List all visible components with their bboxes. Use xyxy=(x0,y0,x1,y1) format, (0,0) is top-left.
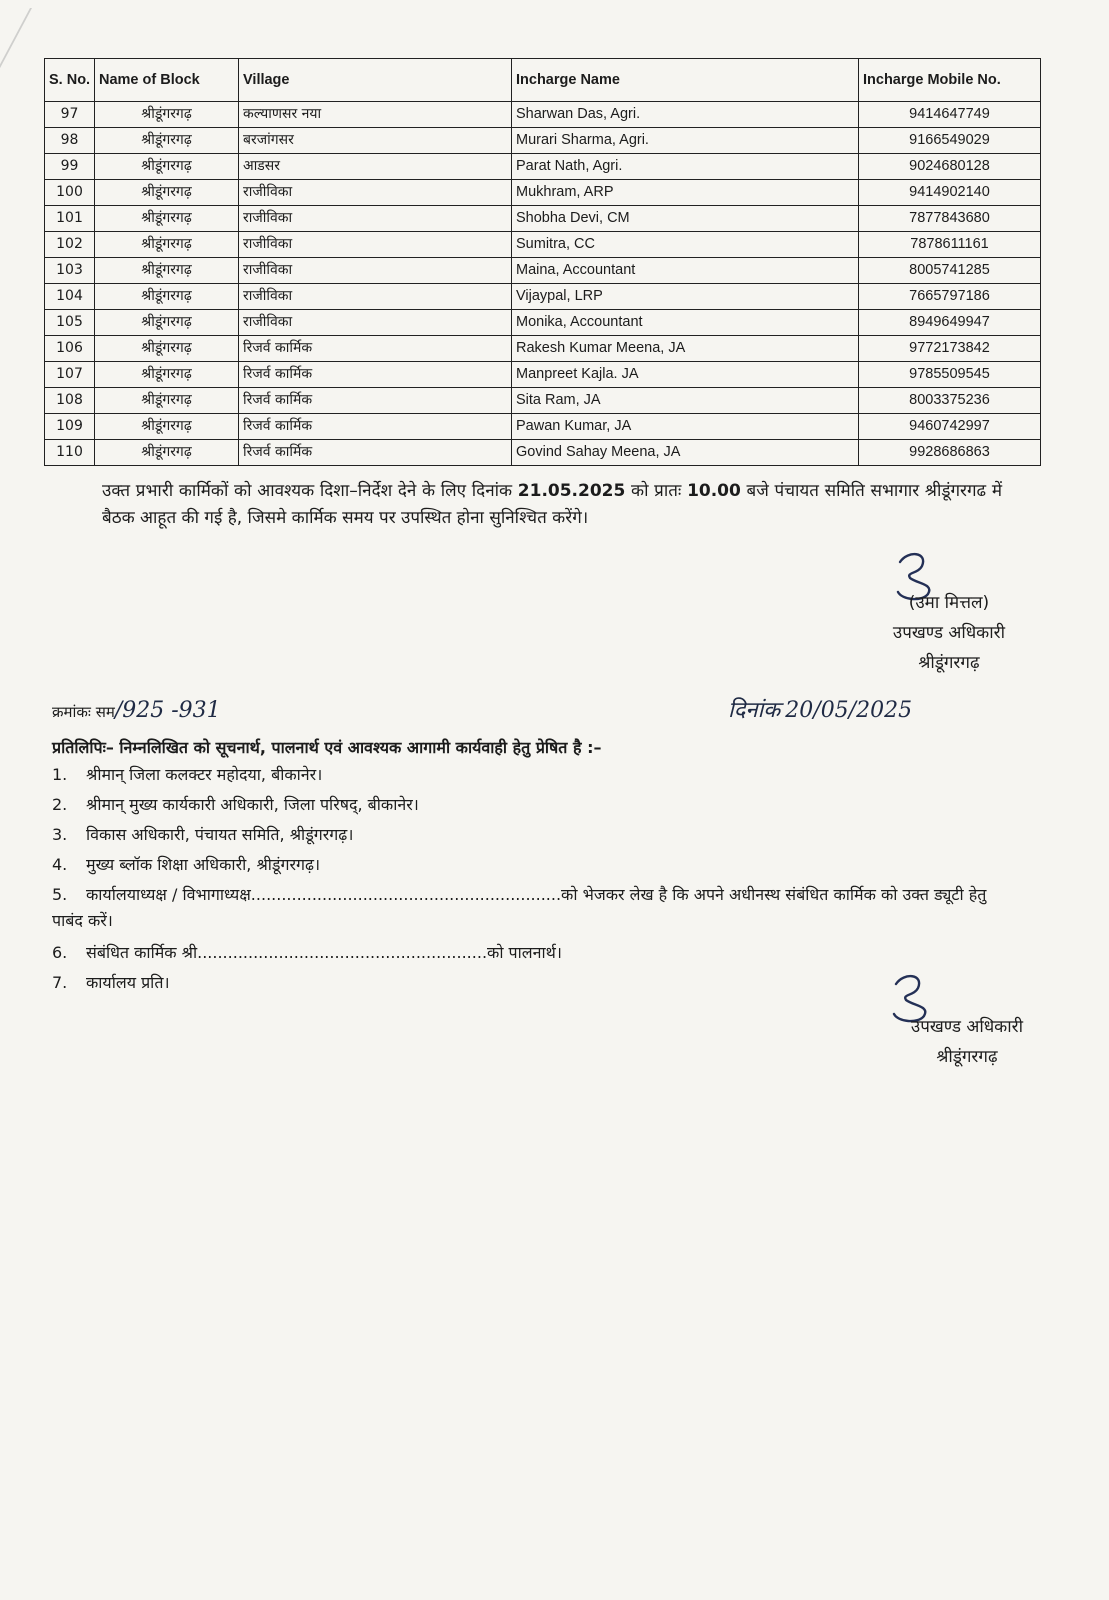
cell-block: श्रीडूंगरगढ़ xyxy=(95,310,239,336)
copy-to-item xyxy=(52,852,1012,882)
copy-to-item-number: 1. xyxy=(52,765,68,784)
cell-mobile: 9414902140 xyxy=(859,180,1041,206)
cell-block: श्रीडूंगरगढ़ xyxy=(95,180,239,206)
reference-number xyxy=(52,698,221,723)
signatory-1 xyxy=(893,588,1005,678)
cell-village: रिजर्व कार्मिक xyxy=(239,440,512,466)
cell-sno: 110 xyxy=(45,440,95,466)
copy-to-item-number: 6. xyxy=(52,943,68,962)
cell-incharge-name: Maina, Accountant xyxy=(512,258,859,284)
copy-to-item xyxy=(52,970,1012,1000)
cell-sno: 100 xyxy=(45,180,95,206)
cell-incharge-name: Mukhram, ARP xyxy=(512,180,859,206)
header-incharge-name: Incharge Name xyxy=(512,59,859,102)
signatory-1-name: (उमा मित्तल) xyxy=(908,593,990,613)
cell-sno: 99 xyxy=(45,154,95,180)
reference-label: क्रमांकः सम xyxy=(52,703,115,721)
cell-mobile: 9785509545 xyxy=(859,362,1041,388)
cell-incharge-name: Sumitra, CC xyxy=(512,232,859,258)
cell-block: श्रीडूंगरगढ़ xyxy=(95,232,239,258)
copy-to-item-number: 7. xyxy=(52,973,68,992)
cell-block: श्रीडूंगरगढ़ xyxy=(95,440,239,466)
cell-block: श्रीडूंगरगढ़ xyxy=(95,388,239,414)
copy-to-item-text: विकास अधिकारी, पंचायत समिति, श्रीडूंगरगढ़। xyxy=(86,825,354,844)
signatory-1-place: श्रीडूंगरगढ़ xyxy=(918,653,980,673)
table-row xyxy=(45,336,1041,362)
reference-date xyxy=(728,694,912,724)
cell-sno: 103 xyxy=(45,258,95,284)
cell-village: राजीविका xyxy=(239,180,512,206)
cell-incharge-name: Pawan Kumar, JA xyxy=(512,414,859,440)
cell-mobile: 9166549029 xyxy=(859,128,1041,154)
cell-mobile: 8005741285 xyxy=(859,258,1041,284)
cell-block: श्रीडूंगरगढ़ xyxy=(95,258,239,284)
cell-mobile: 9414647749 xyxy=(859,102,1041,128)
cell-village: रिजर्व कार्मिक xyxy=(239,414,512,440)
reference-handwritten-number: /925 -931 xyxy=(114,698,221,723)
signatory-2 xyxy=(911,1012,1023,1072)
cell-block: श्रीडूंगरगढ़ xyxy=(95,154,239,180)
cell-village: कल्याणसर नया xyxy=(239,102,512,128)
meeting-paragraph xyxy=(102,478,1002,532)
header-mobile: Incharge Mobile No. xyxy=(859,59,1041,102)
cell-mobile: 7877843680 xyxy=(859,206,1041,232)
signatory-2-designation: उपखण्ड अधिकारी xyxy=(910,1017,1023,1037)
copy-to-item-text: कार्यालय प्रति। xyxy=(86,973,170,992)
copy-to-item-text: मुख्य ब्लॉक शिक्षा अधिकारी, श्रीडूंगरगढ़। xyxy=(86,855,321,874)
cell-mobile: 9928686863 xyxy=(859,440,1041,466)
cell-village: राजीविका xyxy=(239,206,512,232)
cell-sno: 102 xyxy=(45,232,95,258)
table-row xyxy=(45,362,1041,388)
cell-incharge-name: Parat Nath, Agri. xyxy=(512,154,859,180)
cell-incharge-name: Murari Sharma, Agri. xyxy=(512,128,859,154)
para-time: 10.00 xyxy=(687,481,741,501)
cell-sno: 107 xyxy=(45,362,95,388)
cell-village: राजीविका xyxy=(239,232,512,258)
copy-to-item-text: श्रीमान् मुख्य कार्यकारी अधिकारी, जिला परिषद्, बीकानेर। xyxy=(86,795,419,814)
cell-incharge-name: Rakesh Kumar Meena, JA xyxy=(512,336,859,362)
header-village: Village xyxy=(239,59,512,102)
cell-incharge-name: Govind Sahay Meena, JA xyxy=(512,440,859,466)
cell-mobile: 9024680128 xyxy=(859,154,1041,180)
cell-incharge-name: Sita Ram, JA xyxy=(512,388,859,414)
cell-mobile: 9772173842 xyxy=(859,336,1041,362)
cell-block: श्रीडूंगरगढ़ xyxy=(95,336,239,362)
cell-sno: 98 xyxy=(45,128,95,154)
table-row xyxy=(45,232,1041,258)
cell-block: श्रीडूंगरगढ़ xyxy=(95,414,239,440)
para-part3: बजे पंचायत समिति सभागार श्रीडूंगरगढ में बैठक आहूत की गई है, जिसमे कार्मिक समय पर उपस्थित होना सुनिश्चित करेंगे। xyxy=(102,481,1002,528)
table-body xyxy=(45,102,1041,466)
copy-to-item-text: संबंधित कार्मिक श्री.........................................................को पालनार्थ। xyxy=(86,943,562,962)
table-row xyxy=(45,180,1041,206)
cell-village: रिजर्व कार्मिक xyxy=(239,388,512,414)
signatory-2-place: श्रीडूंगरगढ़ xyxy=(936,1047,998,1067)
cell-incharge-name: Monika, Accountant xyxy=(512,310,859,336)
page-corner-mark xyxy=(0,8,32,78)
cell-mobile: 7878611161 xyxy=(859,232,1041,258)
cell-incharge-name: Vijaypal, LRP xyxy=(512,284,859,310)
cell-block: श्रीडूंगरगढ़ xyxy=(95,128,239,154)
cell-mobile: 9460742997 xyxy=(859,414,1041,440)
cell-block: श्रीडूंगरगढ़ xyxy=(95,362,239,388)
table-row xyxy=(45,102,1041,128)
cell-incharge-name: Sharwan Das, Agri. xyxy=(512,102,859,128)
table-row xyxy=(45,440,1041,466)
para-part2: को प्रातः xyxy=(625,481,688,501)
signatory-1-designation: उपखण्ड अधिकारी xyxy=(892,623,1005,643)
copy-to-item-text: श्रीमान् जिला कलक्टर महोदया, बीकानेर। xyxy=(86,765,323,784)
table-row xyxy=(45,154,1041,180)
cell-block: श्रीडूंगरगढ़ xyxy=(95,284,239,310)
copy-to-heading: प्रतिलिपिः– निम्नलिखित को सूचनार्थ, पालनार्थ एवं आवश्यक आगामी कार्यवाही हेतु प्रेषित है :– xyxy=(52,738,602,757)
para-date: 21.05.2025 xyxy=(517,481,626,501)
copy-to-item-number: 3. xyxy=(52,825,68,844)
cell-sno: 106 xyxy=(45,336,95,362)
cell-mobile: 8949649947 xyxy=(859,310,1041,336)
table-row xyxy=(45,310,1041,336)
cell-village: रिजर्व कार्मिक xyxy=(239,336,512,362)
cell-sno: 101 xyxy=(45,206,95,232)
cell-sno: 108 xyxy=(45,388,95,414)
table-row xyxy=(45,258,1041,284)
cell-village: रिजर्व कार्मिक xyxy=(239,362,512,388)
header-sno: S. No. xyxy=(45,59,95,102)
cell-village: राजीविका xyxy=(239,310,512,336)
para-part1: उक्त प्रभारी कार्मिकों को आवश्यक दिशा–निर्देश देने के लिए दिनांक xyxy=(102,481,518,501)
cell-incharge-name: Manpreet Kajla. JA xyxy=(512,362,859,388)
cell-village: राजीविका xyxy=(239,258,512,284)
cell-village: बरजांगसर xyxy=(239,128,512,154)
cell-sno: 105 xyxy=(45,310,95,336)
table-row xyxy=(45,284,1041,310)
table-row xyxy=(45,206,1041,232)
table-row xyxy=(45,128,1041,154)
header-block: Name of Block xyxy=(95,59,239,102)
copy-to-item-number: 5. xyxy=(52,885,68,904)
cell-sno: 109 xyxy=(45,414,95,440)
copy-to-item xyxy=(52,822,1012,852)
table-row xyxy=(45,388,1041,414)
cell-sno: 104 xyxy=(45,284,95,310)
copy-to-item xyxy=(52,940,1012,970)
cell-mobile: 7665797186 xyxy=(859,284,1041,310)
cell-sno: 97 xyxy=(45,102,95,128)
cell-mobile: 8003375236 xyxy=(859,388,1041,414)
copy-to-item-number: 2. xyxy=(52,795,68,814)
cell-incharge-name: Shobha Devi, CM xyxy=(512,206,859,232)
incharge-table xyxy=(44,58,1041,466)
reference-date-label: दिनांक xyxy=(728,698,781,723)
copy-to-item xyxy=(52,882,1012,940)
copy-to-list xyxy=(52,762,1012,1000)
copy-to-item-text: कार्यालयाध्यक्ष / विभागाध्यक्ष.............................................................को भेजकर लेख है कि अपने अधीनस्थ संबंधित कार्मिक को उक्त ड्यूटी हेतु पाबंद करें। xyxy=(52,885,987,930)
cell-block: श्रीडूंगरगढ़ xyxy=(95,206,239,232)
cell-village: राजीविका xyxy=(239,284,512,310)
cell-village: आडसर xyxy=(239,154,512,180)
copy-to-item-number: 4. xyxy=(52,855,68,874)
table-header-row xyxy=(45,59,1041,102)
reference-date-value: 20/05/2025 xyxy=(785,698,913,723)
table-row xyxy=(45,414,1041,440)
cell-block: श्रीडूंगरगढ़ xyxy=(95,102,239,128)
copy-to-item xyxy=(52,792,1012,822)
copy-to-item xyxy=(52,762,1012,792)
